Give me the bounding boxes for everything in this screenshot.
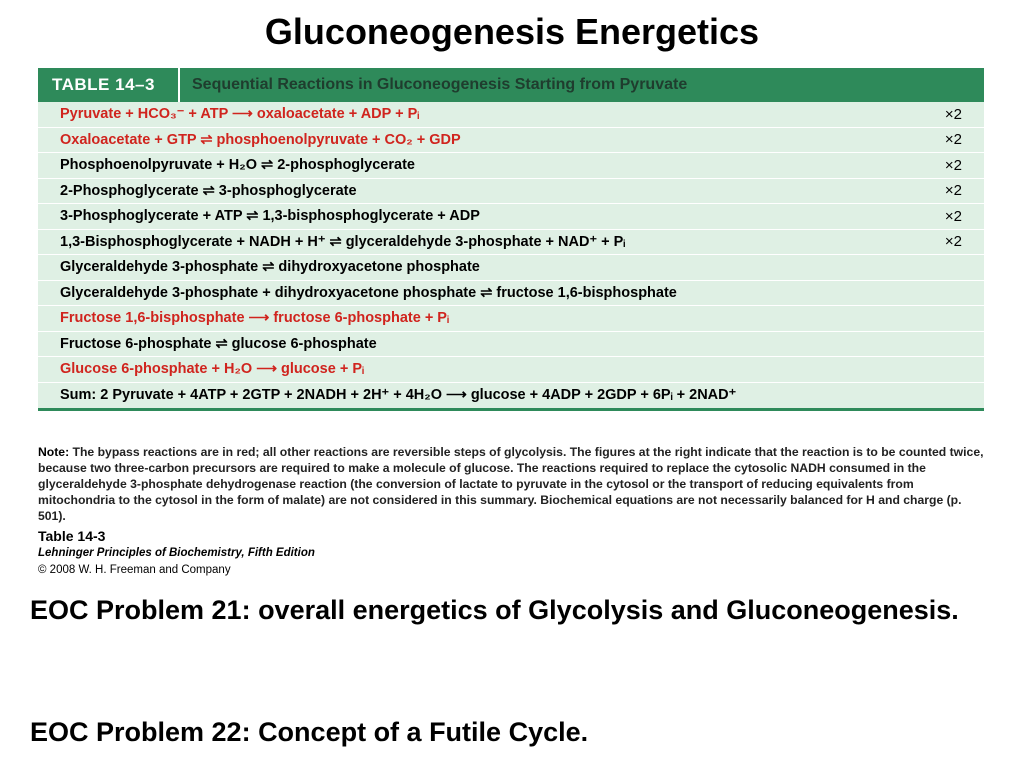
table-row bbox=[38, 179, 984, 205]
reaction-text: Oxaloacetate + GTP ⇌ phosphoenolpyruvate + CO₂ + GDP bbox=[60, 131, 461, 148]
slide-title: Gluconeogenesis Energetics bbox=[264, 11, 760, 52]
reaction-text: 2-Phosphoglycerate ⇌ 3-phosphoglycerate bbox=[60, 182, 357, 199]
reactions-table bbox=[38, 68, 984, 411]
note-text: The bypass reactions are in red; all other reactions are reversible steps of glycolysis. The figures at the right indicate that the reaction is to be counted twice, because two three-carbon precursors are required to make a molecule of glucose. The reactions required to replace the cytosolic NADH consumed in the glyceraldehyde 3-phosphate dehydrogenase reaction (the conversion of lactate to pyruvate in the cytosol or the transport of reducing equivalents from mitochondria to the cytosol in the form of malate) are not considered in this summary. Biochemical equations are not necessarily balanced for H and charge (p. 501). bbox=[38, 445, 984, 523]
table-row bbox=[38, 204, 984, 230]
copyright: © 2008 W. H. Freeman and Company bbox=[38, 564, 231, 576]
table-header bbox=[38, 68, 984, 102]
reaction-text: Fructose 1,6-bisphosphate ⟶ fructose 6-phosphate + Pᵢ bbox=[60, 310, 450, 327]
table-body bbox=[38, 102, 984, 411]
reaction-text: Glyceraldehyde 3-phosphate + dihydroxyacetone phosphate ⇌ fructose 1,6-bisphosphate bbox=[60, 284, 677, 301]
book-citation: Lehninger Principles of Biochemistry, Fifth Edition bbox=[38, 547, 315, 559]
table-row bbox=[38, 102, 984, 128]
reaction-text: Pyruvate + HCO₃⁻ + ATP ⟶ oxaloacetate + ADP + Pᵢ bbox=[60, 106, 420, 123]
table-row bbox=[38, 281, 984, 307]
multiplier: ×2 bbox=[944, 182, 962, 200]
reaction-text: Glucose 6-phosphate + H₂O ⟶ glucose + Pᵢ bbox=[60, 361, 365, 378]
multiplier: ×2 bbox=[944, 156, 962, 174]
table-row bbox=[38, 332, 984, 358]
reaction-text: Glyceraldehyde 3-phosphate ⇌ dihydroxyacetone phosphate bbox=[60, 259, 480, 276]
eoc-problem-22: EOC Problem 22: Concept of a Futile Cycle. bbox=[30, 717, 589, 747]
table-row bbox=[38, 357, 984, 383]
table-id: Table 14-3 bbox=[38, 528, 106, 544]
note-label: Note: bbox=[38, 445, 70, 459]
reaction-text: 1,3-Bisphosphoglycerate + NADH + H⁺ ⇌ glyceraldehyde 3-phosphate + NAD⁺ + Pᵢ bbox=[60, 233, 626, 250]
table-row bbox=[38, 255, 984, 281]
eoc-problem-21: EOC Problem 21: overall energetics of Glycolysis and Gluconeogenesis. bbox=[30, 595, 959, 625]
reaction-text: Sum: 2 Pyruvate + 4ATP + 2GTP + 2NADH + 2H⁺ + 4H₂O ⟶ glucose + 4ADP + 2GDP + 6Pᵢ + 2NAD⁺ bbox=[60, 387, 737, 404]
table-row bbox=[38, 153, 984, 179]
table-row bbox=[38, 230, 984, 256]
table-row bbox=[38, 128, 984, 154]
reaction-text: 3-Phosphoglycerate + ATP ⇌ 1,3-bisphosphoglycerate + ADP bbox=[60, 208, 480, 225]
reaction-text: Fructose 6-phosphate ⇌ glucose 6-phosphate bbox=[60, 335, 377, 352]
multiplier: ×2 bbox=[944, 105, 962, 123]
table-note bbox=[38, 444, 984, 524]
table-title: Sequential Reactions in Gluconeogenesis Starting from Pyruvate bbox=[192, 76, 688, 93]
multiplier: ×2 bbox=[944, 233, 962, 251]
table-number: TABLE 14–3 bbox=[52, 75, 155, 94]
multiplier: ×2 bbox=[944, 207, 962, 225]
multiplier: ×2 bbox=[944, 131, 962, 149]
table-row bbox=[38, 383, 984, 409]
table-row bbox=[38, 306, 984, 332]
reaction-text: Phosphoenolpyruvate + H₂O ⇌ 2-phosphoglycerate bbox=[60, 157, 415, 174]
